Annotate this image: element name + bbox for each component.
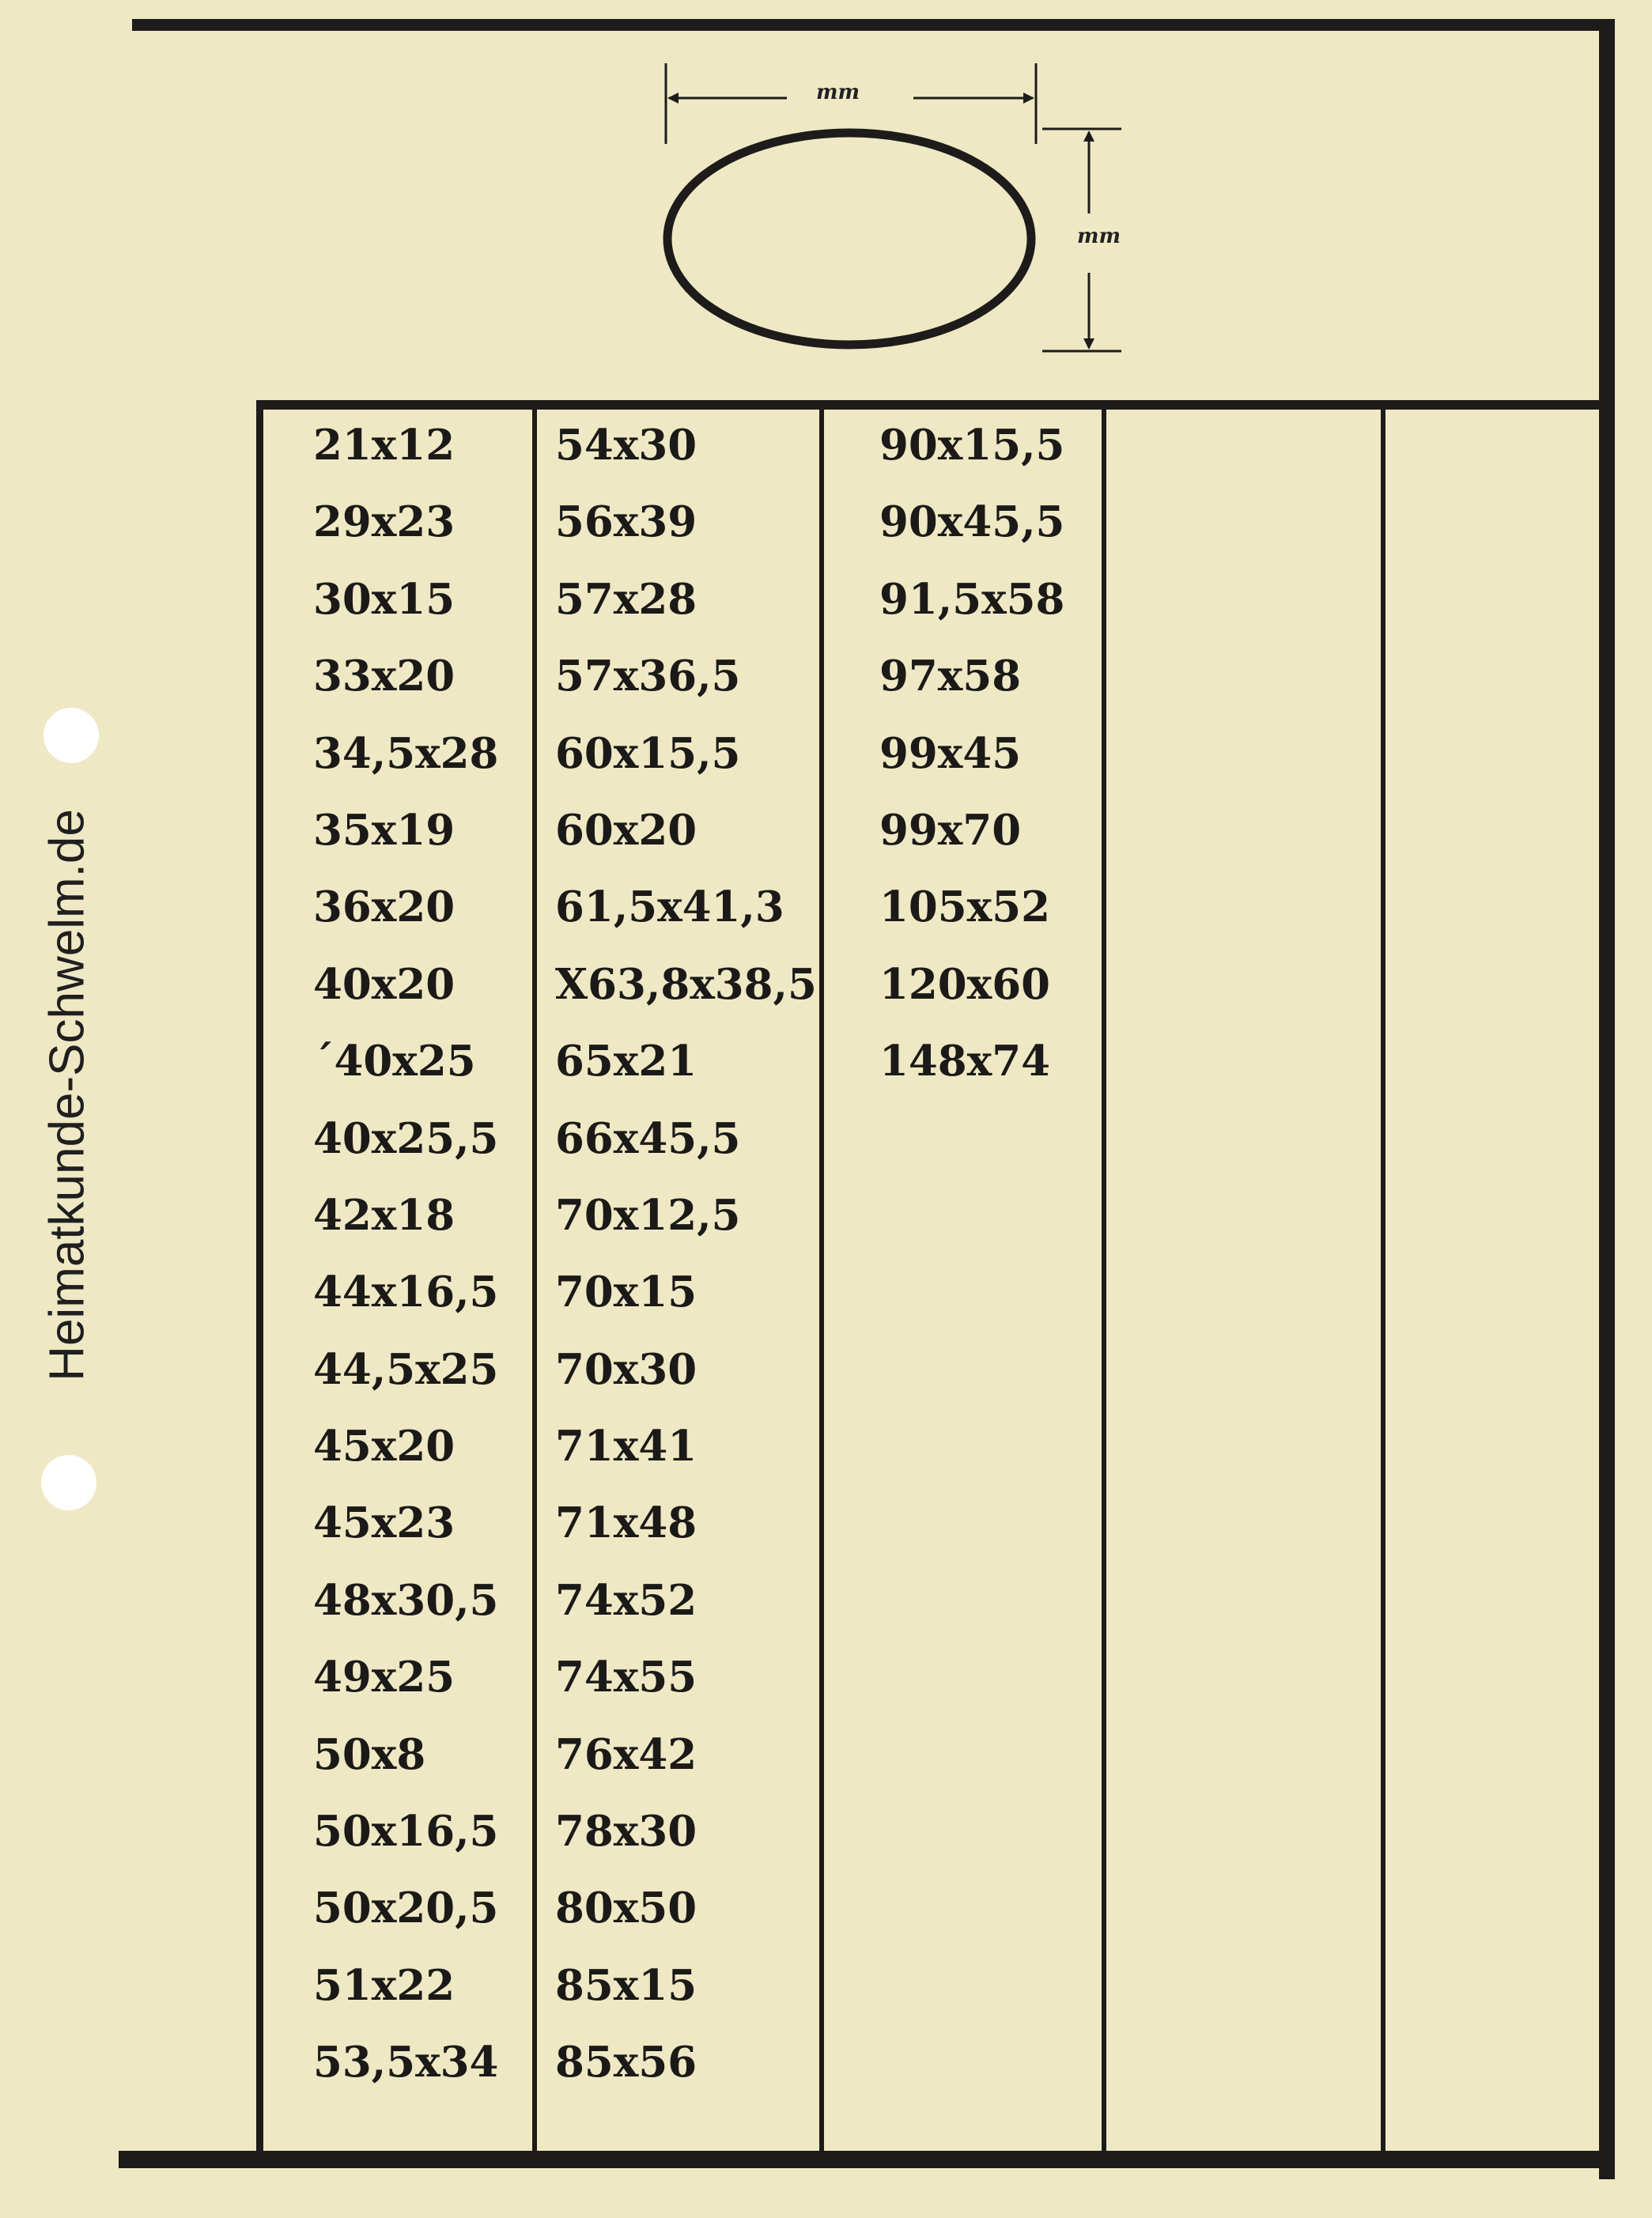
size-entry: 80x50 [555, 1884, 697, 1933]
oval-dimension-diagram [0, 0, 1652, 411]
size-entry: 90x45,5 [879, 497, 1065, 547]
size-entry: 57x36,5 [555, 652, 741, 701]
size-entry: 148x74 [879, 1037, 1050, 1086]
size-entry: 56x39 [555, 497, 697, 547]
column-divider-3 [819, 400, 824, 2154]
size-entry: 44x16,5 [313, 1268, 499, 1317]
size-entry: 78x30 [555, 1807, 697, 1857]
binder-hole-top [43, 708, 99, 763]
size-entry: 71x48 [555, 1498, 697, 1548]
size-entry: 61,5x41,3 [555, 882, 784, 932]
size-entry: 54x30 [555, 421, 697, 470]
size-entry: 36x20 [313, 882, 456, 932]
size-entry: 60x20 [555, 805, 697, 855]
size-entry: 74x55 [555, 1653, 697, 1702]
watermark-text: Heimatkunde-Schwelm.de [40, 809, 95, 1381]
size-entry: 85x56 [555, 2038, 697, 2088]
size-column-3 [879, 407, 1064, 1101]
size-entry: 66x45,5 [555, 1113, 741, 1163]
size-entry: 70x15 [555, 1268, 697, 1317]
size-entry: 105x52 [879, 882, 1050, 932]
size-entry: 51x22 [313, 1960, 456, 2010]
size-entry: 29x23 [313, 497, 456, 547]
size-entry: 45x20 [313, 1422, 456, 1472]
size-entry: 99x70 [879, 805, 1022, 855]
size-entry: 57x28 [555, 574, 697, 624]
size-entry: 49x25 [313, 1653, 456, 1702]
size-entry: 60x15,5 [555, 728, 741, 778]
width-label: mm [816, 81, 860, 104]
size-entry: 120x60 [879, 959, 1050, 1009]
oval-shape [667, 133, 1031, 345]
size-entry: X63,8x38,5 [555, 959, 817, 1009]
size-entry: 45x23 [313, 1498, 456, 1548]
size-entry: 70x30 [555, 1344, 697, 1394]
size-entry: 91,5x58 [879, 574, 1065, 624]
size-entry: 85x15 [555, 1960, 697, 2010]
column-divider-4 [1102, 400, 1106, 2154]
size-entry: 42x18 [313, 1190, 456, 1240]
size-entry: 71x41 [555, 1422, 697, 1472]
column-divider-1 [256, 400, 263, 2154]
size-entry: 21x12 [313, 421, 456, 470]
size-entry: 34,5x28 [313, 728, 499, 778]
size-entry: 65x21 [555, 1037, 697, 1086]
size-entry: 53,5x34 [313, 2038, 499, 2088]
size-entry: ´40x25 [313, 1037, 476, 1086]
size-entry: 35x19 [313, 805, 456, 855]
size-entry: 48x30,5 [313, 1575, 499, 1625]
size-entry: 90x15,5 [879, 421, 1065, 470]
size-entry: 74x52 [555, 1575, 697, 1625]
size-column-2 [555, 407, 817, 2102]
size-entry: 50x20,5 [313, 1884, 499, 1933]
frame-bottom-border [119, 2151, 1615, 2168]
size-entry: 40x25,5 [313, 1113, 499, 1163]
column-divider-2 [532, 400, 537, 2154]
size-entry: 30x15 [313, 574, 456, 624]
size-entry: 97x58 [879, 652, 1022, 701]
size-entry: 33x20 [313, 652, 456, 701]
size-entry: 44,5x25 [313, 1344, 499, 1394]
size-entry: 99x45 [879, 728, 1022, 778]
size-entry: 50x8 [313, 1729, 426, 1779]
size-column-1 [313, 407, 498, 2102]
size-entry: 76x42 [555, 1729, 697, 1779]
size-entry: 70x12,5 [555, 1190, 741, 1240]
size-entry: 50x16,5 [313, 1807, 499, 1857]
size-entry: 40x20 [313, 959, 456, 1009]
height-label: mm [1077, 225, 1121, 248]
binder-hole-bottom [41, 1455, 96, 1510]
column-divider-5 [1381, 400, 1385, 2154]
